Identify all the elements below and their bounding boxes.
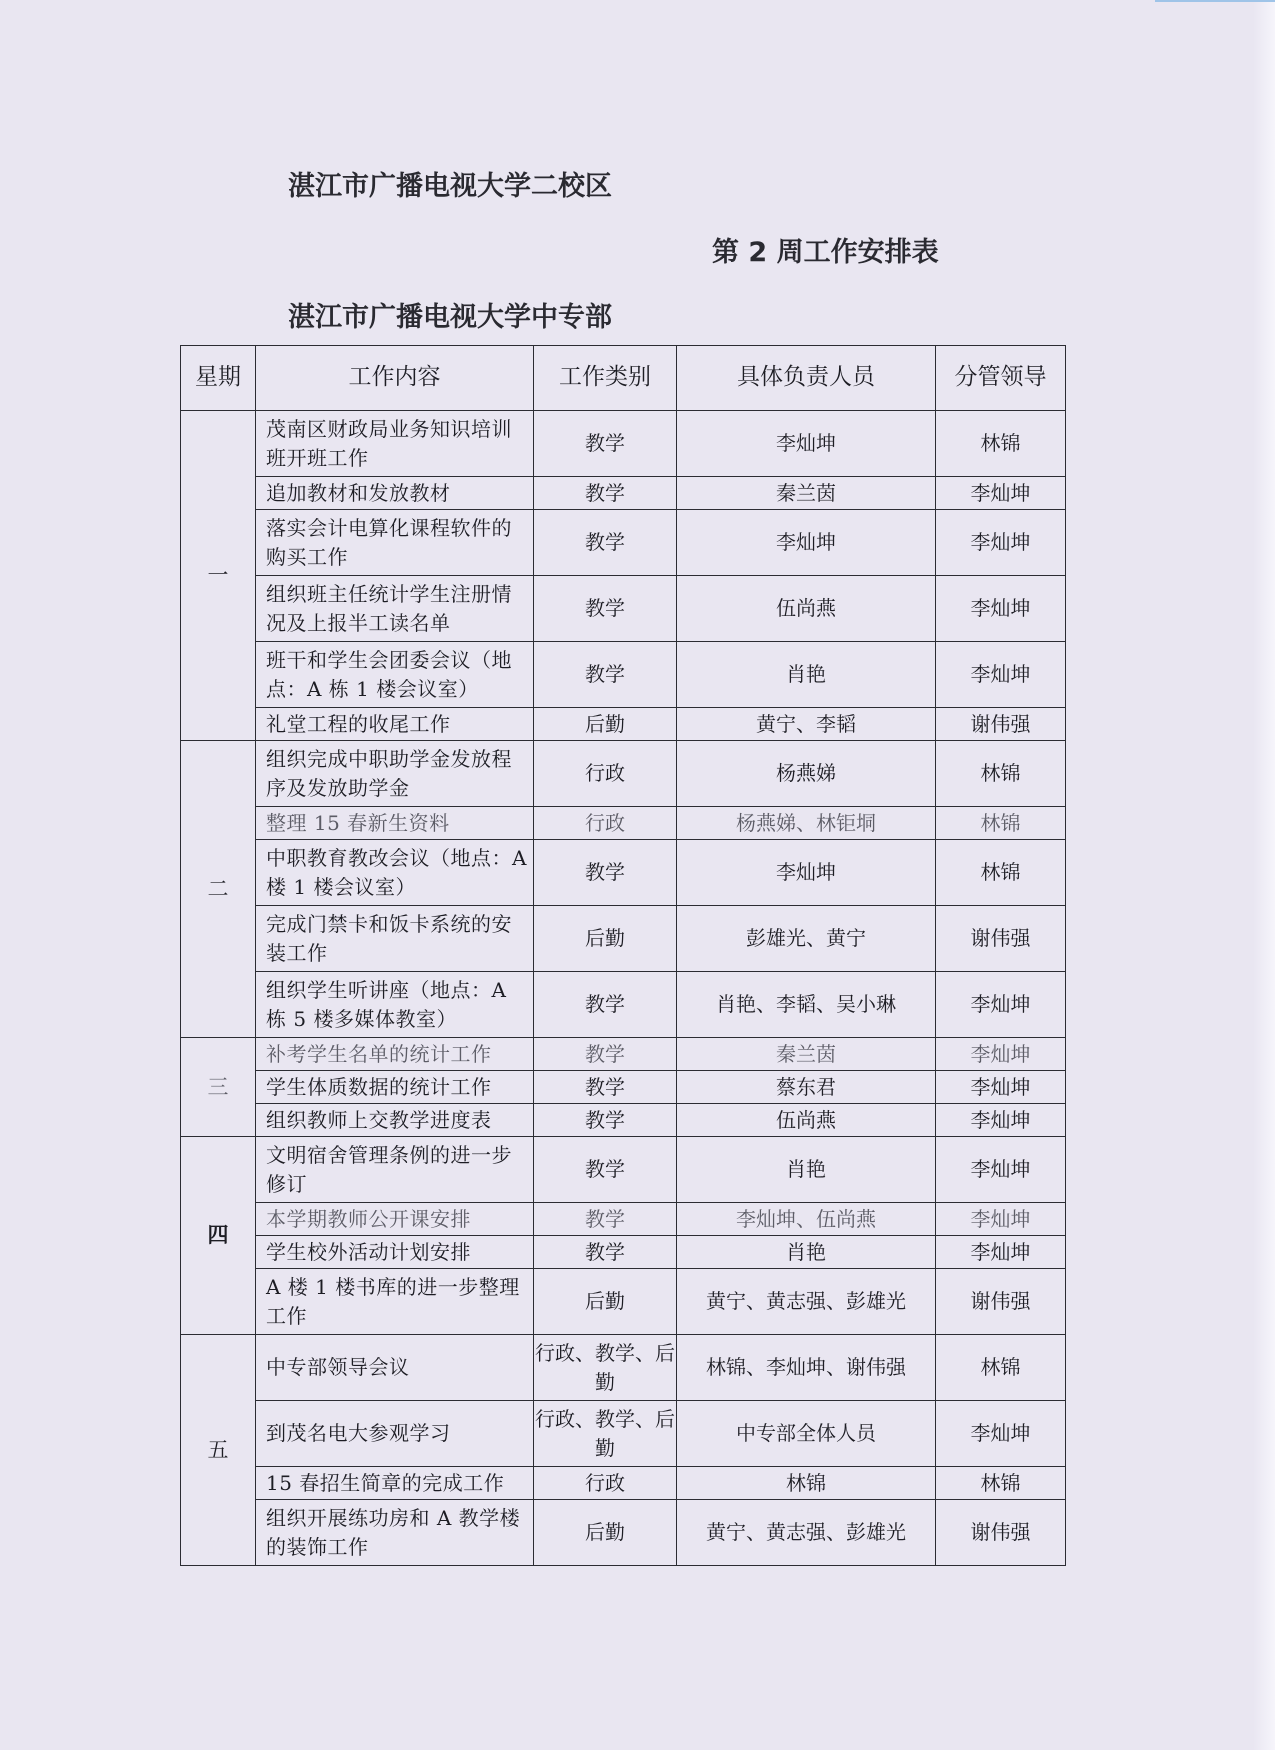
content-cell: 中职教育教改会议（地点：A 楼 1 楼会议室） <box>256 840 534 906</box>
category-cell: 教学 <box>534 411 677 477</box>
category-cell: 教学 <box>534 477 677 510</box>
leader-cell: 李灿坤 <box>936 972 1066 1038</box>
content-cell: 学生体质数据的统计工作 <box>256 1071 534 1104</box>
person-cell: 林锦 <box>677 1467 936 1500</box>
category-cell: 行政、教学、后勤 <box>534 1401 677 1467</box>
content-cell: 组织开展练功房和 A 教学楼的装饰工作 <box>256 1500 534 1566</box>
person-cell: 秦兰茵 <box>677 1038 936 1071</box>
person-cell: 伍尚燕 <box>677 576 936 642</box>
school-title-secondary: 湛江市广播电视大学中专部 <box>288 302 612 333</box>
person-cell: 伍尚燕 <box>677 1104 936 1137</box>
category-cell: 教学 <box>534 1104 677 1137</box>
leader-cell: 李灿坤 <box>936 1038 1066 1071</box>
person-cell: 肖艳 <box>677 642 936 708</box>
header-leader: 分管领导 <box>936 346 1066 411</box>
header-category: 工作类别 <box>534 346 677 411</box>
table-row <box>181 1071 1066 1104</box>
leader-cell: 林锦 <box>936 411 1066 477</box>
leader-cell: 林锦 <box>936 1335 1066 1401</box>
category-cell: 后勤 <box>534 906 677 972</box>
leader-cell: 谢伟强 <box>936 1500 1066 1566</box>
content-cell: 本学期教师公开课安排 <box>256 1203 534 1236</box>
header-person: 具体负责人员 <box>677 346 936 411</box>
leader-cell: 李灿坤 <box>936 1071 1066 1104</box>
category-cell: 行政、教学、后勤 <box>534 1335 677 1401</box>
leader-cell: 李灿坤 <box>936 1203 1066 1236</box>
leader-cell: 李灿坤 <box>936 1137 1066 1203</box>
table-row <box>181 708 1066 741</box>
leader-cell: 谢伟强 <box>936 906 1066 972</box>
content-cell: 组织班主任统计学生注册情况及上报半工读名单 <box>256 576 534 642</box>
weekday-cell: 二 <box>181 741 256 1038</box>
weekday-cell: 三 <box>181 1038 256 1137</box>
person-cell: 林锦、李灿坤、谢伟强 <box>677 1335 936 1401</box>
leader-cell: 谢伟强 <box>936 708 1066 741</box>
leader-cell: 李灿坤 <box>936 642 1066 708</box>
content-cell: 组织教师上交教学进度表 <box>256 1104 534 1137</box>
content-cell: 学生校外活动计划安排 <box>256 1236 534 1269</box>
content-cell: 完成门禁卡和饭卡系统的安装工作 <box>256 906 534 972</box>
header-content: 工作内容 <box>256 346 534 411</box>
weekday-cell: 一 <box>181 411 256 741</box>
person-cell: 秦兰茵 <box>677 477 936 510</box>
category-cell: 后勤 <box>534 708 677 741</box>
content-cell: 到茂名电大参观学习 <box>256 1401 534 1467</box>
table-row <box>181 1203 1066 1236</box>
table-row <box>181 972 1066 1038</box>
category-cell: 教学 <box>534 576 677 642</box>
content-cell: 追加教材和发放教材 <box>256 477 534 510</box>
person-cell: 黄宁、黄志强、彭雄光 <box>677 1269 936 1335</box>
category-cell: 行政 <box>534 1467 677 1500</box>
category-cell: 教学 <box>534 1038 677 1071</box>
content-cell: 整理 15 春新生资料 <box>256 807 534 840</box>
person-cell: 黄宁、黄志强、彭雄光 <box>677 1500 936 1566</box>
leader-cell: 李灿坤 <box>936 510 1066 576</box>
leader-cell: 林锦 <box>936 1467 1066 1500</box>
content-cell: 文明宿舍管理条例的进一步修订 <box>256 1137 534 1203</box>
leader-cell: 谢伟强 <box>936 1269 1066 1335</box>
leader-cell: 李灿坤 <box>936 1236 1066 1269</box>
person-cell: 李灿坤 <box>677 411 936 477</box>
category-cell: 教学 <box>534 1137 677 1203</box>
person-cell: 肖艳、李韬、吴小琳 <box>677 972 936 1038</box>
content-cell: 组织完成中职助学金发放程序及发放助学金 <box>256 741 534 807</box>
table-row <box>181 1467 1066 1500</box>
person-cell: 李灿坤 <box>677 840 936 906</box>
content-cell: 落实会计电算化课程软件的购买工作 <box>256 510 534 576</box>
table-row <box>181 807 1066 840</box>
category-cell: 行政 <box>534 807 677 840</box>
content-cell: 补考学生名单的统计工作 <box>256 1038 534 1071</box>
table-row <box>181 1137 1066 1203</box>
table-row <box>181 1236 1066 1269</box>
table-body <box>181 411 1066 1566</box>
category-cell: 教学 <box>534 1203 677 1236</box>
table-row <box>181 741 1066 807</box>
content-cell: 班干和学生会团委会议（地点：A 栋 1 楼会议室） <box>256 642 534 708</box>
person-cell: 李灿坤、伍尚燕 <box>677 1203 936 1236</box>
category-cell: 教学 <box>534 972 677 1038</box>
table-row <box>181 1104 1066 1137</box>
table-row <box>181 1269 1066 1335</box>
table-row <box>181 1500 1066 1566</box>
table-row <box>181 411 1066 477</box>
content-cell: 茂南区财政局业务知识培训班开班工作 <box>256 411 534 477</box>
category-cell: 后勤 <box>534 1269 677 1335</box>
category-cell: 教学 <box>534 1071 677 1104</box>
leader-cell: 李灿坤 <box>936 1104 1066 1137</box>
leader-cell: 林锦 <box>936 840 1066 906</box>
leader-cell: 林锦 <box>936 807 1066 840</box>
table-row <box>181 642 1066 708</box>
content-cell: 组织学生听讲座（地点：A 栋 5 楼多媒体教室） <box>256 972 534 1038</box>
school-title-main: 湛江市广播电视大学二校区 <box>288 171 612 202</box>
person-cell: 彭雄光、黄宁 <box>677 906 936 972</box>
category-cell: 后勤 <box>534 1500 677 1566</box>
category-cell: 行政 <box>534 741 677 807</box>
scan-artifact-line <box>1155 0 1275 2</box>
person-cell: 黄宁、李韬 <box>677 708 936 741</box>
person-cell: 李灿坤 <box>677 510 936 576</box>
person-cell: 蔡东君 <box>677 1071 936 1104</box>
scan-edge <box>1253 0 1275 1750</box>
person-cell: 杨燕娣、林钜垌 <box>677 807 936 840</box>
table-header-row <box>181 346 1066 411</box>
table-row <box>181 576 1066 642</box>
table-row <box>181 1335 1066 1401</box>
person-cell: 肖艳 <box>677 1137 936 1203</box>
category-cell: 教学 <box>534 642 677 708</box>
weekday-cell: 五 <box>181 1335 256 1566</box>
content-cell: 礼堂工程的收尾工作 <box>256 708 534 741</box>
person-cell: 中专部全体人员 <box>677 1401 936 1467</box>
content-cell: A 楼 1 楼书库的进一步整理工作 <box>256 1269 534 1335</box>
work-schedule-table <box>180 345 1066 1566</box>
table-row <box>181 1401 1066 1467</box>
content-cell: 15 春招生简章的完成工作 <box>256 1467 534 1500</box>
leader-cell: 李灿坤 <box>936 477 1066 510</box>
table-row <box>181 1038 1066 1071</box>
content-cell: 中专部领导会议 <box>256 1335 534 1401</box>
category-cell: 教学 <box>534 840 677 906</box>
table-row <box>181 906 1066 972</box>
leader-cell: 林锦 <box>936 741 1066 807</box>
person-cell: 肖艳 <box>677 1236 936 1269</box>
table-row <box>181 477 1066 510</box>
leader-cell: 李灿坤 <box>936 1401 1066 1467</box>
header-day: 星期 <box>181 346 256 411</box>
category-cell: 教学 <box>534 1236 677 1269</box>
weekday-cell: 四 <box>181 1137 256 1335</box>
person-cell: 杨燕娣 <box>677 741 936 807</box>
leader-cell: 李灿坤 <box>936 576 1066 642</box>
table-row <box>181 510 1066 576</box>
week-schedule-title: 第 2 周工作安排表 <box>712 237 939 268</box>
category-cell: 教学 <box>534 510 677 576</box>
table-row <box>181 840 1066 906</box>
